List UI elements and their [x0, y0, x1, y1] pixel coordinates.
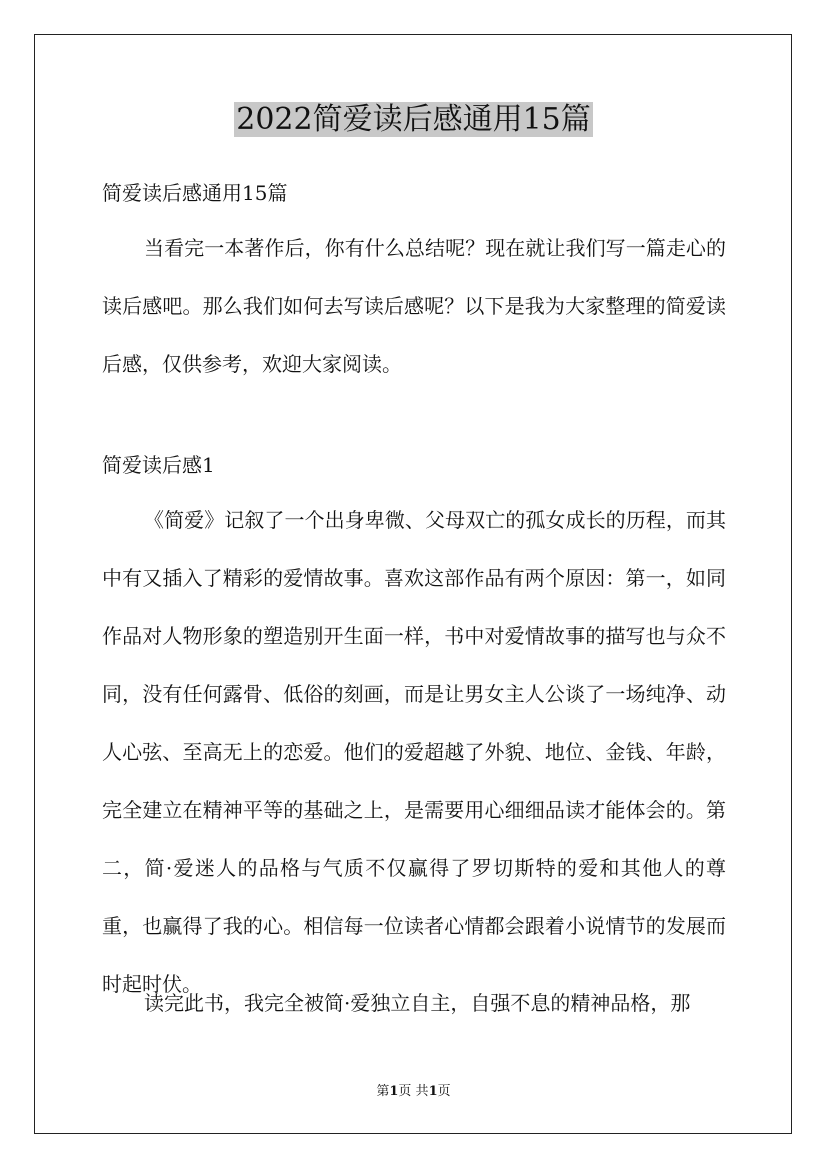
footer-page-number: 1: [389, 1084, 399, 1099]
footer-page-mid: 页 共: [398, 1084, 429, 1099]
body-paragraph-1: 《简爱》记叙了一个出身卑微、父母双亡的孤女成长的历程，而其中有又插入了精彩的爱情故事。喜欢这部作品有两个原因：第一，如同作品对人物形象的塑造别开生面一样，书中对爱情故事的描写也与众不同，没有任何露骨、低俗的刻画，而是让男女主人公谈了一场纯净、动人心弦、至高无上的恋爱。他们的爱超越了外貌、地位、金钱、年龄，完全建立在精神平等的基础之上，是需要用心细细品读才能体会的。第二，简·爱迷人的品格与气质不仅赢得了罗切斯特的爱和其他人的尊重，也赢得了我的心。相信每一位读者心情都会跟着小说情节的发展而时起时伏。: [102, 508, 726, 996]
document-subtitle: 简爱读后感通用15篇: [102, 181, 288, 205]
footer-page-total: 1: [428, 1084, 438, 1099]
footer-page-prefix: 第: [376, 1084, 390, 1099]
section-heading: 简爱读后感1: [102, 453, 215, 477]
intro-paragraph: 当看完一本著作后，你有什么总结呢？现在就让我们写一篇走心的读后感吧。那么我们如何去写读后感呢？以下是我为大家整理的简爱读后感，仅供参考，欢迎大家阅读。: [102, 236, 726, 376]
body-paragraph-2: 读完此书，我完全被简·爱独立自主，自强不息的精神品格，那: [144, 991, 691, 1015]
footer-page-suffix: 页: [437, 1084, 451, 1099]
document-title-text: 2022简爱读后感通用15篇: [236, 102, 591, 137]
page-footer: [0, 1083, 827, 1101]
document-title: [0, 100, 827, 140]
